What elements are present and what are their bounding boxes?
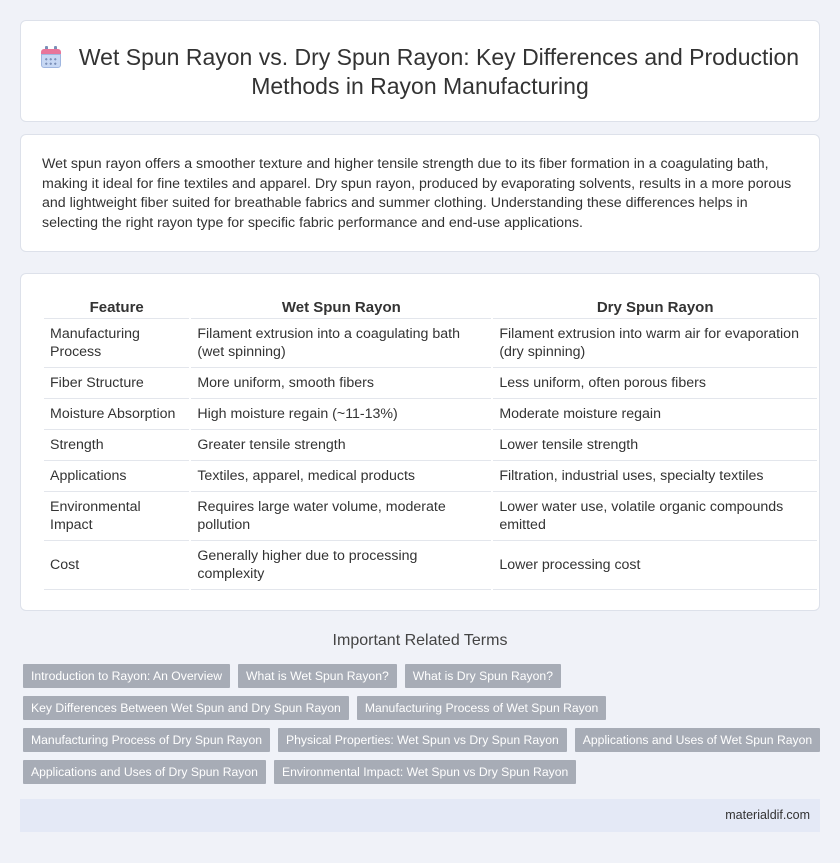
feature-cell: Moisture Absorption [44,399,189,430]
feature-cell: Environmental Impact [44,492,189,541]
related-tag[interactable]: What is Dry Spun Rayon? [405,664,561,688]
table-row [44,319,817,368]
page-title-text: Wet Spun Rayon vs. Dry Spun Rayon: Key Differences and Production Methods in Rayon Manufacturing [78,44,800,99]
tag-row [23,696,813,720]
table-row [44,492,817,541]
dry-spun-cell: Lower tensile strength [493,430,817,461]
dry-spun-cell: Filament extrusion into warm air for evaporation (dry spinning) [493,319,817,368]
comparison-table [42,296,819,590]
footer [20,799,820,832]
header-dry-spun: Dry Spun Rayon [493,296,817,319]
dry-spun-cell: Moderate moisture regain [493,399,817,430]
table-row [44,541,817,590]
table-row [44,399,817,430]
dry-spun-cell: Lower water use, volatile organic compounds emitted [493,492,817,541]
header-feature: Feature [44,296,189,319]
related-tag[interactable]: Manufacturing Process of Wet Spun Rayon [357,696,607,720]
comparison-card [20,273,820,611]
feature-cell: Fiber Structure [44,368,189,399]
header-wet-spun: Wet Spun Rayon [191,296,491,319]
footer-site[interactable]: materialdif.com [725,808,810,822]
table-header-row [44,296,817,319]
page-title [21,43,819,101]
intro-card [20,134,820,252]
calendar-icon [41,46,61,68]
related-terms-title: Important Related Terms [332,632,508,649]
related-tag[interactable]: Key Differences Between Wet Spun and Dry Spun Rayon [23,696,349,720]
related-terms-tags [23,664,813,792]
related-tag[interactable]: Applications and Uses of Dry Spun Rayon [23,760,266,784]
feature-cell: Applications [44,461,189,492]
wet-spun-cell: Textiles, apparel, medical products [191,461,491,492]
wet-spun-cell: Generally higher due to processing complexity [191,541,491,590]
wet-spun-cell: Requires large water volume, moderate pollution [191,492,491,541]
title-wrap [21,43,819,101]
table-row [44,461,817,492]
tag-row [23,728,813,752]
feature-cell: Cost [44,541,189,590]
feature-cell: Manufacturing Process [44,319,189,368]
feature-cell: Strength [44,430,189,461]
dry-spun-cell: Lower processing cost [493,541,817,590]
title-card [20,20,820,122]
table-row [44,430,817,461]
related-tag[interactable]: Introduction to Rayon: An Overview [23,664,230,688]
wet-spun-cell: High moisture regain (~11-13%) [191,399,491,430]
related-tag[interactable]: Physical Properties: Wet Spun vs Dry Spun Rayon [278,728,567,752]
wet-spun-cell: Filament extrusion into a coagulating bath (wet spinning) [191,319,491,368]
tag-row [23,664,813,688]
tag-row [23,760,813,784]
related-tag[interactable]: Manufacturing Process of Dry Spun Rayon [23,728,270,752]
related-tag[interactable]: Applications and Uses of Wet Spun Rayon [575,728,820,752]
table-row [44,368,817,399]
wet-spun-cell: More uniform, smooth fibers [191,368,491,399]
related-tag[interactable]: Environmental Impact: Wet Spun vs Dry Spun Rayon [274,760,576,784]
dry-spun-cell: Filtration, industrial uses, specialty textiles [493,461,817,492]
related-tag[interactable]: What is Wet Spun Rayon? [238,664,397,688]
wet-spun-cell: Greater tensile strength [191,430,491,461]
dry-spun-cell: Less uniform, often porous fibers [493,368,817,399]
intro-paragraph: Wet spun rayon offers a smoother texture and higher tensile strength due to its fiber formation in a coagulating bath, making it ideal for fine textiles and apparel. Dry spun rayon, produced by evaporating solvents, results in a more porous and lightweight fiber suited for breathable fabrics and summer clothing. Understanding these differences helps in selecting the right rayon type for specific fabric performance and end-use applications. [42,156,792,231]
